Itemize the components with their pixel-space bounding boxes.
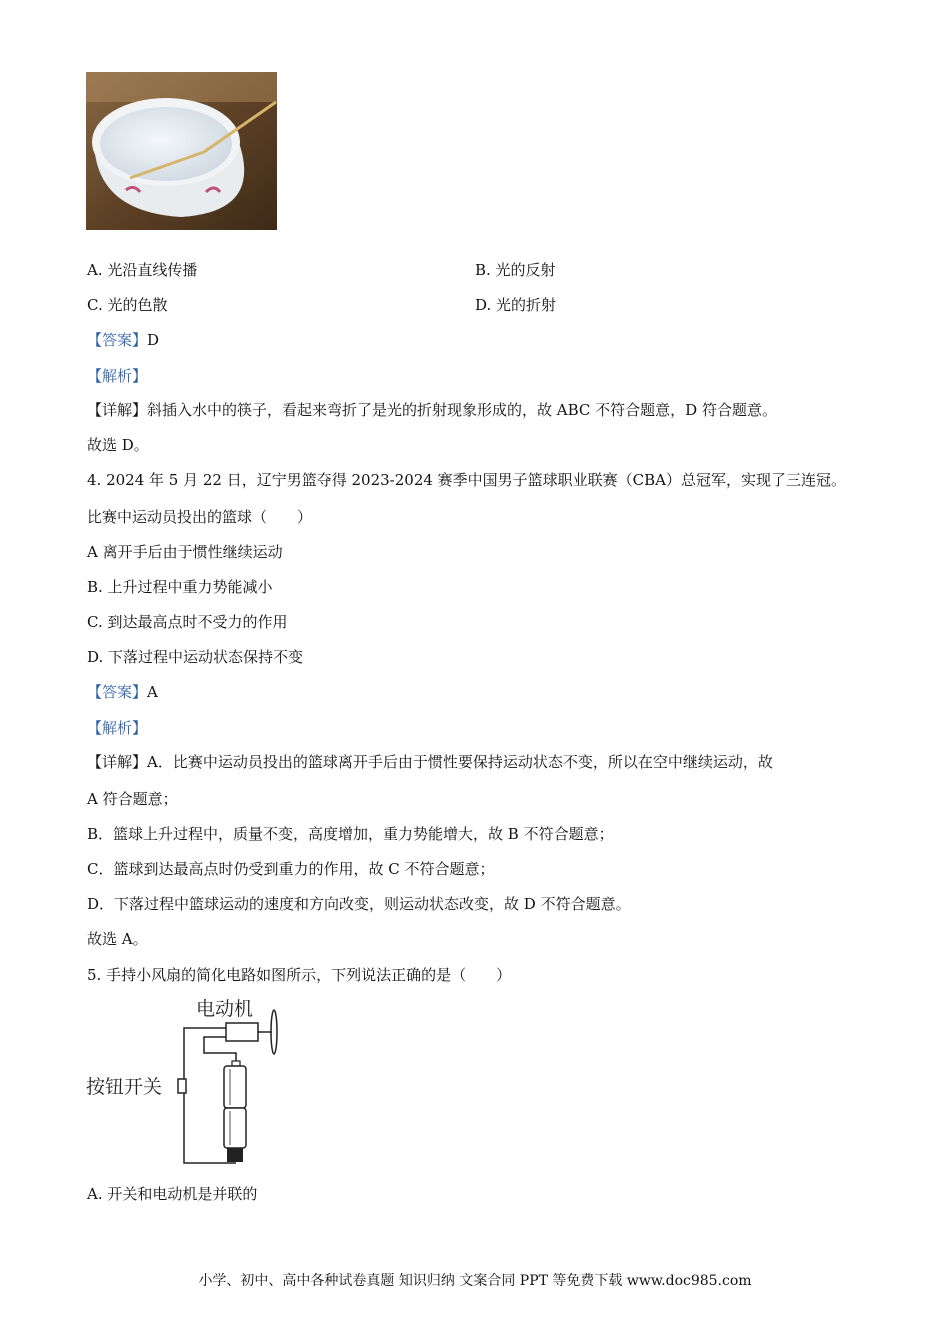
q5-option-a: A. 开关和电动机是并联的: [87, 1185, 258, 1203]
button-switch: [178, 1079, 186, 1093]
q3-detail: [87, 400, 777, 420]
q4-answer-line: [87, 682, 158, 702]
answer-tag: 【答案】: [87, 683, 148, 701]
q4-option-c: C. 到达最高点时不受力的作用: [87, 613, 288, 631]
battery-bottom: [224, 1108, 246, 1148]
q4-option-d: D. 下落过程中运动状态保持不变: [87, 648, 304, 666]
motor-body: [226, 1023, 258, 1041]
q4-option-a: A 离开手后由于惯性继续运动: [87, 543, 283, 561]
q3-conclusion: 故选 D。: [87, 436, 149, 454]
detail-tag: 【详解】: [87, 401, 148, 419]
q3-answer: D: [147, 331, 160, 349]
page-footer: 小学、初中、高中各种试卷真题 知识归纳 文案合同 PPT 等免费下载 www.doc985.com: [198, 1273, 752, 1289]
detail-tag: 【详解】: [87, 753, 148, 771]
q4-detail-3: B．篮球上升过程中，质量不变，高度增加，重力势能增大，故 B 不符合题意；: [87, 825, 614, 843]
q4-stem-2: 比赛中运动员投出的篮球（ ）: [87, 508, 313, 526]
motor-label: 电动机: [196, 998, 254, 1020]
battery-base: [227, 1148, 243, 1162]
q4-detail-4: C．篮球到达最高点时仍受到重力的作用，故 C 不符合题意；: [87, 860, 495, 878]
q3-option-b: B. 光的反射: [475, 261, 556, 279]
battery-top: [224, 1066, 246, 1108]
q4-detail-5: D．下落过程中篮球运动的速度和方向改变，则运动状态改变，故 D 不符合题意。: [87, 895, 631, 913]
q4-option-b: B. 上升过程中重力势能减小: [87, 578, 273, 596]
q3-detail-text: 斜插入水中的筷子，看起来弯折了是光的折射现象形成的，故 ABC 不符合题意，D 符合题意。: [147, 401, 777, 419]
fan-circuit-diagram: [86, 995, 286, 1167]
q3-option-a: A. 光沿直线传播: [87, 261, 198, 279]
bowl-chopstick-photo: [86, 72, 277, 230]
q4-stem-1: 4. 2024 年 5 月 22 日，辽宁男篮夺得 2023-2024 赛季中国男子篮球职业联赛（CBA）总冠军，实现了三连冠。: [87, 471, 847, 489]
switch-label: 按钮开关: [86, 1076, 163, 1098]
q4-answer: A: [147, 683, 158, 701]
q5-stem: 5. 手持小风扇的简化电路如图所示，下列说法正确的是（ ）: [87, 966, 512, 984]
q3-analysis-tag: 【解析】: [87, 367, 148, 385]
q4-detail-1: [87, 752, 773, 772]
q4-detail-2: A 符合题意；: [87, 790, 178, 808]
q3-option-c: C. 光的色散: [87, 296, 168, 314]
q4-detail-text-1: A．比赛中运动员投出的篮球离开手后由于惯性要保持运动状态不变，所以在空中继续运动，故: [147, 753, 773, 771]
q4-analysis-tag: 【解析】: [87, 719, 148, 737]
q3-answer-line: [87, 330, 159, 350]
q3-option-d: D. 光的折射: [475, 296, 557, 314]
answer-tag: 【答案】: [87, 331, 148, 349]
q4-conclusion: 故选 A。: [87, 930, 148, 948]
